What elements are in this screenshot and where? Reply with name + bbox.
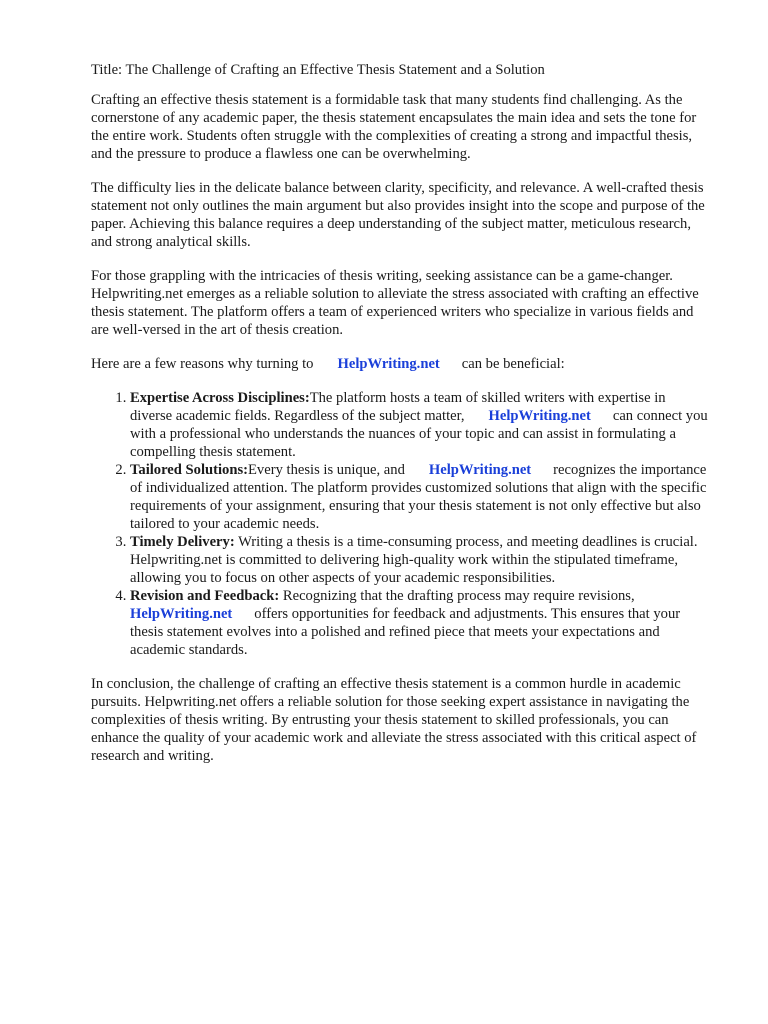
reason-text: The platform hosts a team of skilled writers with expertise in diverse academic fields. Regardless of the subject matter,: [130, 390, 666, 424]
reason-title: Revision and Feedback:: [130, 588, 280, 604]
helpwriting-link[interactable]: HelpWriting.net: [428, 462, 532, 478]
reasons-intro-before: Here are a few reasons why turning to: [91, 356, 314, 372]
helpwriting-link[interactable]: HelpWriting.net: [488, 408, 591, 424]
reason-title: Expertise Across Disciplines:: [130, 390, 310, 406]
reasons-intro-after: can be beneficial:: [461, 356, 565, 372]
document-title: Title: The Challenge of Crafting an Effective Thesis Statement and a Solution: [91, 62, 545, 78]
reason-text: Recognizing that the drafting process may require revisions,: [282, 588, 635, 604]
paragraph-assistance: For those grappling with the intricacies of thesis writing, seeking assistance can be a game-changer. Helpwriting.net emerges as a reliable solution to alleviate the stress associated with crafting an effective thesis statement. The platform offers a team of experienced writers who specialize in various fields and are well-versed in the art of thesis creation.: [91, 268, 699, 338]
reason-text: Every thesis is unique, and: [248, 462, 405, 478]
reason-title: Tailored Solutions:: [130, 462, 249, 478]
list-item: [130, 461, 711, 533]
reason-text: can connect you with a professional who understands the nuances of your topic and can assist in formulating a compelling thesis statement.: [130, 408, 708, 460]
paragraph-conclusion: In conclusion, the challenge of crafting an effective thesis statement is a common hurdle in academic pursuits. Helpwriting.net offers a reliable solution for those seeking expert assistance in navigating the complexities of thesis writing. By entrusting your thesis statement to skilled professionals, you can enhance the quality of your academic work and alleviate the stress associated with this critical aspect of research and writing.: [91, 676, 697, 764]
helpwriting-link[interactable]: HelpWriting.net: [130, 606, 233, 622]
reason-text: recognizes the importance of individualized attention. The platform provides customized solutions that align with the specific requirements of your assignment, ensuring that your thesis statement is not only effective but also tailored to your academic needs.: [130, 462, 707, 532]
paragraph-intro: Crafting an effective thesis statement is a formidable task that many students find challenging. As the cornerstone of any academic paper, the thesis statement encapsulates the main idea and sets the tone for the entire work. Students often struggle with the complexities of creating a strong and impactful thesis, and the pressure to produce a flawless one can be overwhelming.: [91, 92, 697, 162]
reasons-intro: [91, 355, 711, 373]
reason-title: Timely Delivery:: [130, 534, 235, 550]
list-item: [130, 389, 711, 461]
list-item: [130, 533, 711, 587]
list-item: [130, 587, 711, 659]
document-page: [91, 61, 711, 781]
paragraph-difficulty: The difficulty lies in the delicate balance between clarity, specificity, and relevance. A well-crafted thesis statement not only outlines the main argument but also provides insight into the scope and purpose of the paper. Achieving this balance requires a deep understanding of the subject matter, meticulous research, and strong analytical skills.: [91, 180, 705, 250]
reason-text: Writing a thesis is a time-consuming process, and meeting deadlines is crucial. Helpwriting.net is committed to delivering high-quality work within the stipulated timeframe, allowing you to focus on other aspects of your academic responsibilities.: [130, 534, 698, 586]
helpwriting-link[interactable]: HelpWriting.net: [337, 356, 440, 372]
reason-text: offers opportunities for feedback and adjustments. This ensures that your thesis statement evolves into a polished and refined piece that meets your expectations and academic standards.: [130, 606, 681, 658]
reasons-list: [91, 389, 711, 659]
